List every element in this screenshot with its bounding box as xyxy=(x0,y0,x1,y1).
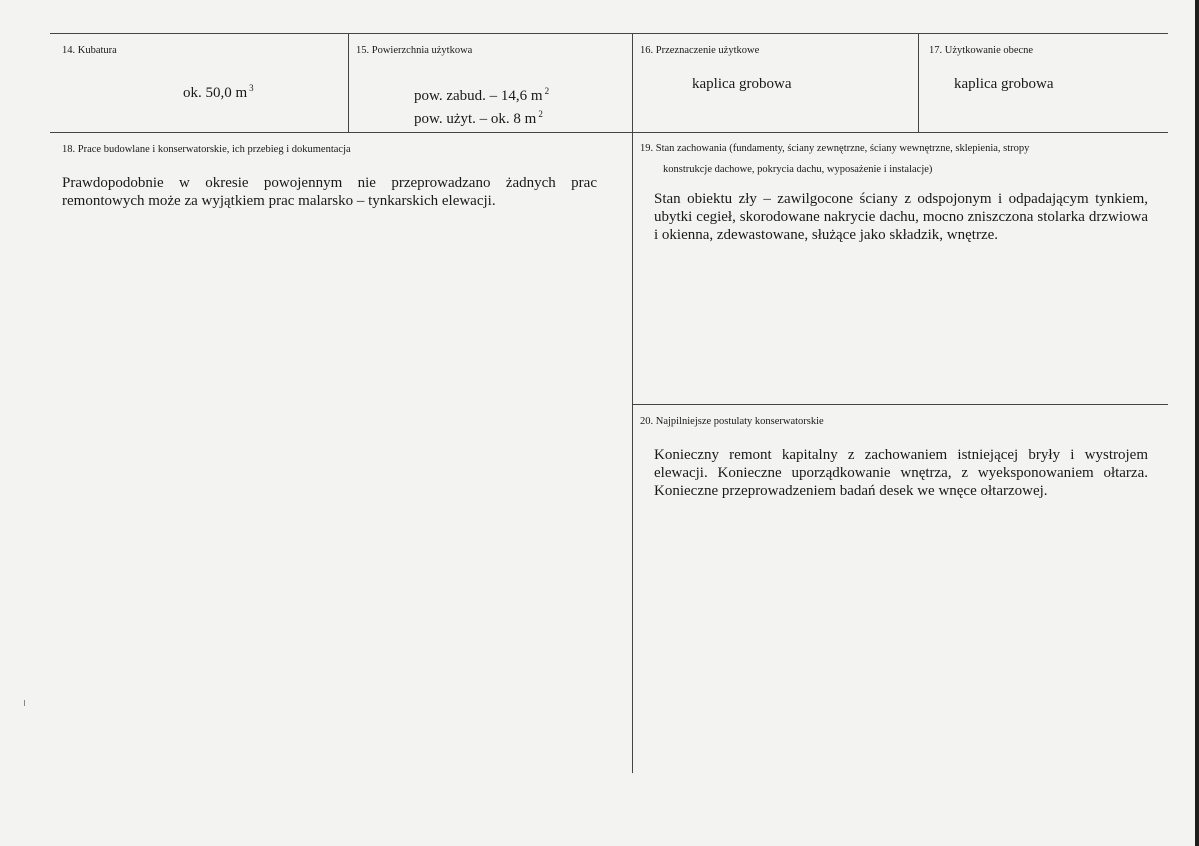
col-divider-3 xyxy=(918,33,919,132)
row-divider-rule xyxy=(50,132,1168,133)
field-19-label-line1: 19. Stan zachowania (fundamenty, ściany zewnętrzne, ściany wewnętrzne, sklepienia, stropy xyxy=(640,143,1030,154)
field-15-label: 15. Powierzchnia użytkowa xyxy=(356,45,473,56)
table-top-rule xyxy=(50,33,1168,34)
col-divider-1 xyxy=(348,33,349,132)
field-20-label: 20. Najpilniejsze postulaty konserwatorskie xyxy=(640,416,824,427)
field-15-line1-sup: 2 xyxy=(544,86,550,96)
col-divider-2 xyxy=(632,33,633,773)
scan-margin-mark xyxy=(24,700,25,706)
scan-edge xyxy=(1195,0,1199,846)
section-19-20-divider xyxy=(633,404,1168,405)
field-18-label: 18. Prace budowlane i konserwatorskie, ich przebieg i dokumentacja xyxy=(62,144,351,155)
field-14-label: 14. Kubatura xyxy=(62,45,117,56)
field-15-line2-sup: 2 xyxy=(538,109,543,119)
field-15-line2-text: pow. użyt. – ok. 8 m xyxy=(414,111,537,127)
field-14-value-sup: 3 xyxy=(249,83,254,93)
field-16-label: 16. Przeznaczenie użytkowe xyxy=(640,45,760,56)
field-18-text: Prawdopodobnie w okresie powojennym nie przeprowadzano żadnych prac remontowych może za wyjątkiem prac malarsko – tynkarskich elewacji. xyxy=(62,175,597,209)
field-14-value-text: ok. 50,0 m xyxy=(183,85,248,101)
field-17-label: 17. Użytkowanie obecne xyxy=(929,45,1034,56)
field-15-line1-text: pow. zabud. – 14,6 m xyxy=(414,88,543,104)
field-15-line1 xyxy=(414,82,549,105)
field-17-value: kaplica grobowa xyxy=(954,76,1054,92)
field-19-text: Stan obiektu zły – zawilgocone ściany z odspojonym i odpadającym tynkiem, ubytki cegieł, skorodowane nakrycie dachu, mocno zniszczona stolarka drzwiowa i okienna, zdewastowane, służące jako składzik, wnętrze. xyxy=(654,191,1148,243)
field-15-line2 xyxy=(414,105,543,128)
field-20-text: Konieczny remont kapitalny z zachowaniem istniejącej bryły i wystrojem elewacji. Konieczne uporządkowanie wnętrza, z wyeksponowaniem ołtarza. Konieczne przeprowadzeniem badań desek we wnęce ołtarzowej. xyxy=(654,447,1148,499)
field-19-label-line2: konstrukcje dachowe, pokrycia dachu, wyposażenie i instalacje) xyxy=(663,164,933,175)
field-16-value: kaplica grobowa xyxy=(692,76,792,92)
field-14-value xyxy=(183,79,254,102)
